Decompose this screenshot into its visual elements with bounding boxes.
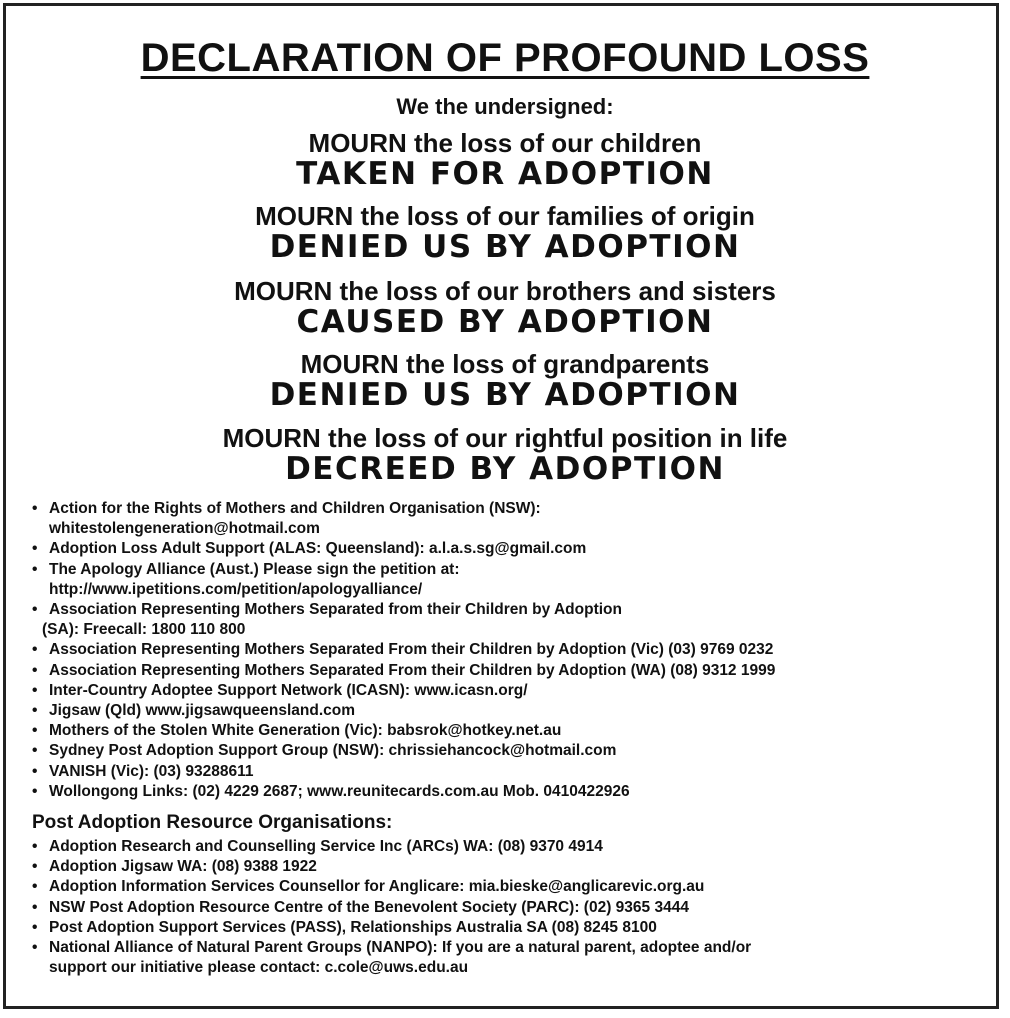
bullet-icon: • (32, 858, 38, 876)
mourn-line: MOURN the loss of our children (308, 128, 702, 158)
list-item-continuation: whitestolengeneration@hotmail.com (49, 520, 320, 538)
bullet-icon: • (32, 661, 38, 679)
bullet-icon: • (32, 939, 38, 957)
bullet-icon: • (32, 878, 38, 896)
list-item: • Jigsaw (Qld) www.jigsawqueensland.com (32, 701, 992, 721)
bullet-icon: • (32, 560, 38, 578)
resource-list (32, 837, 992, 978)
mourn-caps: DENIED US BY ADOPTION (269, 229, 741, 265)
mourn-statement (0, 128, 1010, 191)
mourn-line: MOURN the loss of our families of origin (255, 201, 755, 231)
organisation-list (32, 499, 992, 802)
bullet-icon: • (32, 601, 38, 619)
bullet-icon: • (32, 722, 38, 740)
mourn-statement (0, 201, 1010, 264)
list-item-continuation: (SA): Freecall: 1800 110 800 (42, 621, 246, 639)
bullet-icon: • (32, 742, 38, 760)
list-item: • Association Representing Mothers Separated From their Children by Adoption (Vic) (03) 9769 0232 (32, 640, 992, 660)
mourn-caps: DENIED US BY ADOPTION (269, 377, 741, 413)
list-item: • Association Representing Mothers Separated from their Children by Adoption (32, 600, 992, 620)
bullet-icon: • (32, 702, 38, 720)
mourn-caps: TAKEN FOR ADOPTION (296, 156, 714, 192)
page-title: DECLARATION OF PROFOUND LOSS (140, 36, 870, 80)
list-item: • Wollongong Links: (02) 4229 2687; www.reunitecards.com.au Mob. 0410422926 (32, 782, 992, 802)
bullet-icon: • (32, 500, 38, 517)
list-item: • Post Adoption Support Services (PASS), Relationships Australia SA (08) 8245 8100 (32, 918, 992, 938)
bullet-icon: • (32, 762, 38, 780)
mourn-line: MOURN the loss of grandparents (300, 349, 710, 379)
mourn-caps: CAUSED BY ADOPTION (296, 304, 714, 340)
list-item: • Sydney Post Adoption Support Group (NSW): chrissiehancock@hotmail.com (32, 741, 992, 761)
bullet-icon: • (32, 782, 38, 800)
list-item-continuation: http://www.ipetitions.com/petition/apologyalliance/ (49, 580, 423, 598)
mourn-line: MOURN the loss of our rightful position in life (222, 423, 788, 453)
list-item: • Association Representing Mothers Separated From their Children by Adoption (WA) (08) 9312 1999 (32, 661, 992, 681)
mourn-caps: DECREED BY ADOPTION (285, 451, 725, 487)
bullet-icon: • (32, 918, 38, 936)
intro-text: We the undersigned: (396, 94, 614, 119)
bullet-icon: • (32, 641, 38, 659)
bullet-icon: • (32, 540, 38, 558)
list-item: • VANISH (Vic): (03) 93288611 (32, 762, 992, 782)
mourn-statement (0, 349, 1010, 412)
mourn-statement (0, 423, 1010, 486)
list-item: • Mothers of the Stolen White Generation (Vic): babsrok@hotkey.net.au (32, 721, 992, 741)
resource-heading: Post Adoption Resource Organisations: (32, 812, 393, 833)
list-item: • National Alliance of Natural Parent Groups (NANPO): If you are a natural parent, adoptee and/or (32, 938, 992, 958)
list-item: • Adoption Research and Counselling Service Inc (ARCs) WA: (08) 9370 4914 (32, 837, 992, 857)
list-item: • Adoption Jigsaw WA: (08) 9388 1922 (32, 857, 992, 877)
list-item: • Adoption Information Services Counsellor for Anglicare: mia.bieske@anglicarevic.org.au (32, 877, 992, 897)
list-item: • Action for the Rights of Mothers and Children Organisation (NSW): (32, 499, 992, 519)
list-item: • NSW Post Adoption Resource Centre of the Benevolent Society (PARC): (02) 9365 3444 (32, 898, 992, 918)
list-item: • The Apology Alliance (Aust.) Please sign the petition at: (32, 560, 992, 580)
bullet-icon: • (32, 838, 38, 855)
mourn-statement (0, 276, 1010, 339)
list-item: • Adoption Loss Adult Support (ALAS: Queensland): a.l.a.s.sg@gmail.com (32, 539, 992, 559)
bullet-icon: • (32, 898, 38, 916)
list-item: • Inter-Country Adoptee Support Network (ICASN): www.icasn.org/ (32, 681, 992, 701)
list-item-continuation: support our initiative please contact: c.cole@uws.edu.au (49, 959, 469, 977)
mourn-line: MOURN the loss of our brothers and sisters (234, 276, 776, 306)
bullet-icon: • (32, 681, 38, 699)
